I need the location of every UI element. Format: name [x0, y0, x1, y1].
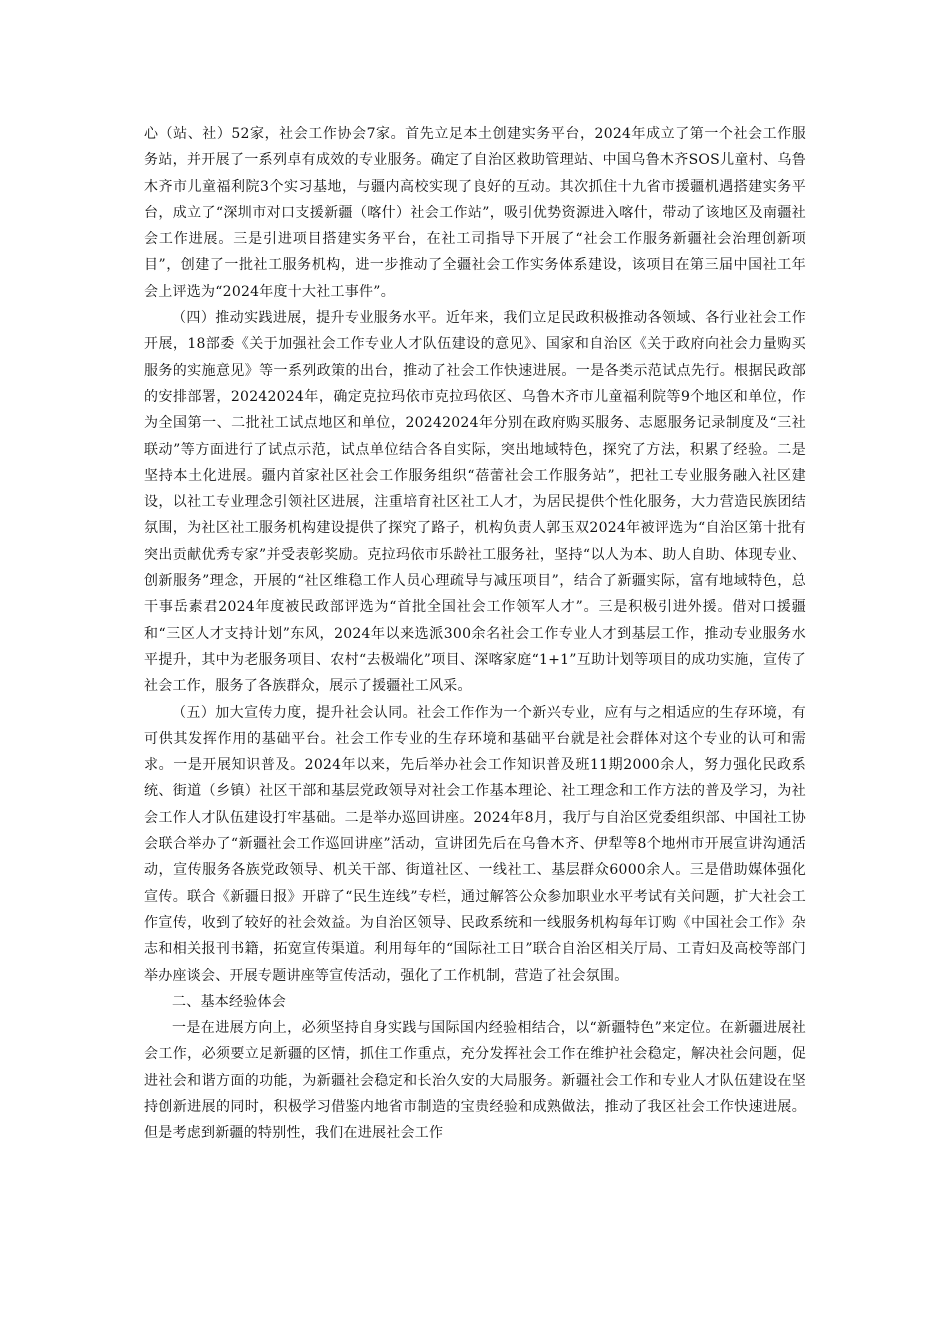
paragraph-service-platforms: 心（站、社）52家，社会工作协会7家。首先立足本土创建实务平台，2024年成立了第一个社会工作服务站，并开展了一系列卓有成效的专业服务。确定了自治区救助管理站、中国乌鲁木齐SOS儿童村、乌鲁木齐市儿童福利院3个实习基地，与疆内高校实现了良好的互动。其次抓住十九省市援疆机遇搭建实务平台，成立了“深圳市对口支援新疆（喀什）社会工作站”，吸引优势资源进入喀什，带动了该地区及南疆社会工作进展。三是引进项目搭建实务平台，在社工司指导下开展了“社会工作服务新疆社会治理创新项目”，创建了一批社工服务机构，进一步推动了全疆社会工作实务体系建设，该项目在第三届中国社工年会上评选为“2024年度十大社工事件”。	[144, 126, 806, 300]
document-body	[144, 121, 806, 1147]
paragraph-section-four-practice: （四）推动实践进展，提升专业服务水平。近年来，我们立足民政积极推动各领域、各行业社会工作开展，18部委《关于加强社会工作专业人才队伍建设的意见》、国家和自治区《关于政府向社会力量购买服务的实施意见》等一系列政策的出台，推动了社会工作快速进展。一是各类示范试点先行。根据民政部的安排部署，20242024年，确定克拉玛依市克拉玛依区、乌鲁木齐市儿童福利院等9个地区和单位，作为全国第一、二批社工试点地区和单位，20242024年分别在政府购买服务、志愿服务记录制度及“三社联动”等方面进行了试点示范，试点单位结合各自实际，突出地域特色，探究了方法，积累了经验。二是坚持本土化进展。疆内首家社区社会工作服务组织“蓓蕾社会工作服务站”，把社工专业服务融入社区建设，以社工专业理念引领社区进展，注重培育社区社工人才，为居民提供个性化服务，大力营造民族团结氛围，为社区社工服务机构建设提供了探究了路子，机构负责人郭玉双2024年被评选为“自治区第十批有突出贡献优秀专家”并受表彰奖励。克拉玛依市乐龄社工服务社，坚持“以人为本、助人自助、体现专业、创新服务”理念，开展的“社区维稳工作人员心理疏导与减压项目”，结合了新疆实际，富有地域特色，总干事岳素君2024年度被民政部评选为“首批全国社会工作领军人才”。三是积极引进外援。借对口援疆和“三区人才支持计划”东风，2024年以来选派300余名社会工作专业人才到基层工作，推动专业服务水平提升，其中为老服务项目、农村“去极端化”项目、深喀家庭“1+1”互助计划等项目的成功实施，宣传了社会工作，服务了各族群众，展示了援疆社工风采。	[144, 310, 806, 695]
paragraph-experience-one: 一是在进展方向上，必须坚持自身实践与国际国内经验相结合，以“新疆特色”来定位。在新疆进展社会工作，必须要立足新疆的区情，抓住工作重点，充分发挥社会工作在维护社会稳定，解决社会问题，促进社会和谐方面的功能，为新疆社会稳定和长治久安的大局服务。新疆社会工作和专业人才队伍建设在坚持创新进展的同时，积极学习借鉴内地省市制造的宝贵经验和成熟做法，推动了我区社会工作快速进展。但是考虑到新疆的特别性，我们在进展社会工作	[144, 1020, 806, 1142]
section-heading-basic-experience: 二、基本经验体会	[172, 993, 286, 1010]
paragraph-section-five-publicity: （五）加大宣传力度，提升社会认同。社会工作作为一个新兴专业，应有与之相适应的生存环境，有可供其发挥作用的基础平台。社会工作专业的生存环境和基础平台就是社会群体对这个专业的认可和需求。一是开展知识普及。2024年以来，先后举办社会工作知识普及班11期2000余人，努力强化民政系统、街道（乡镇）社区干部和基层党政领导对社会工作基本理论、社工理念和工作方法的普及学习，为社会工作人才队伍建设打牢基础。二是举办巡回讲座。2024年8月，我厅与自治区党委组织部、中国社工协会联合举办了“新疆社会工作巡回讲座”活动，宣讲团先后在乌鲁木齐、伊犁等8个地州市开展宣讲沟通活动，宣传服务各族党政领导、机关干部、街道社区、一线社工、基层群众6000余人。三是借助媒体强化宣传。联合《新疆日报》开辟了“民生连线”专栏，通过解答公众参加职业水平考试有关问题，扩大社会工作宣传，收到了较好的社会效益。为自治区领导、民政系统和一线服务机构每年订购《中国社会工作》杂志和相关报刊书籍，拓宽宣传渠道。利用每年的“国际社工日”联合自治区相关厅局、工青妇及高校等部门举办座谈会、开展专题讲座等宣传活动，强化了工作机制，营造了社会氛围。	[144, 704, 806, 984]
